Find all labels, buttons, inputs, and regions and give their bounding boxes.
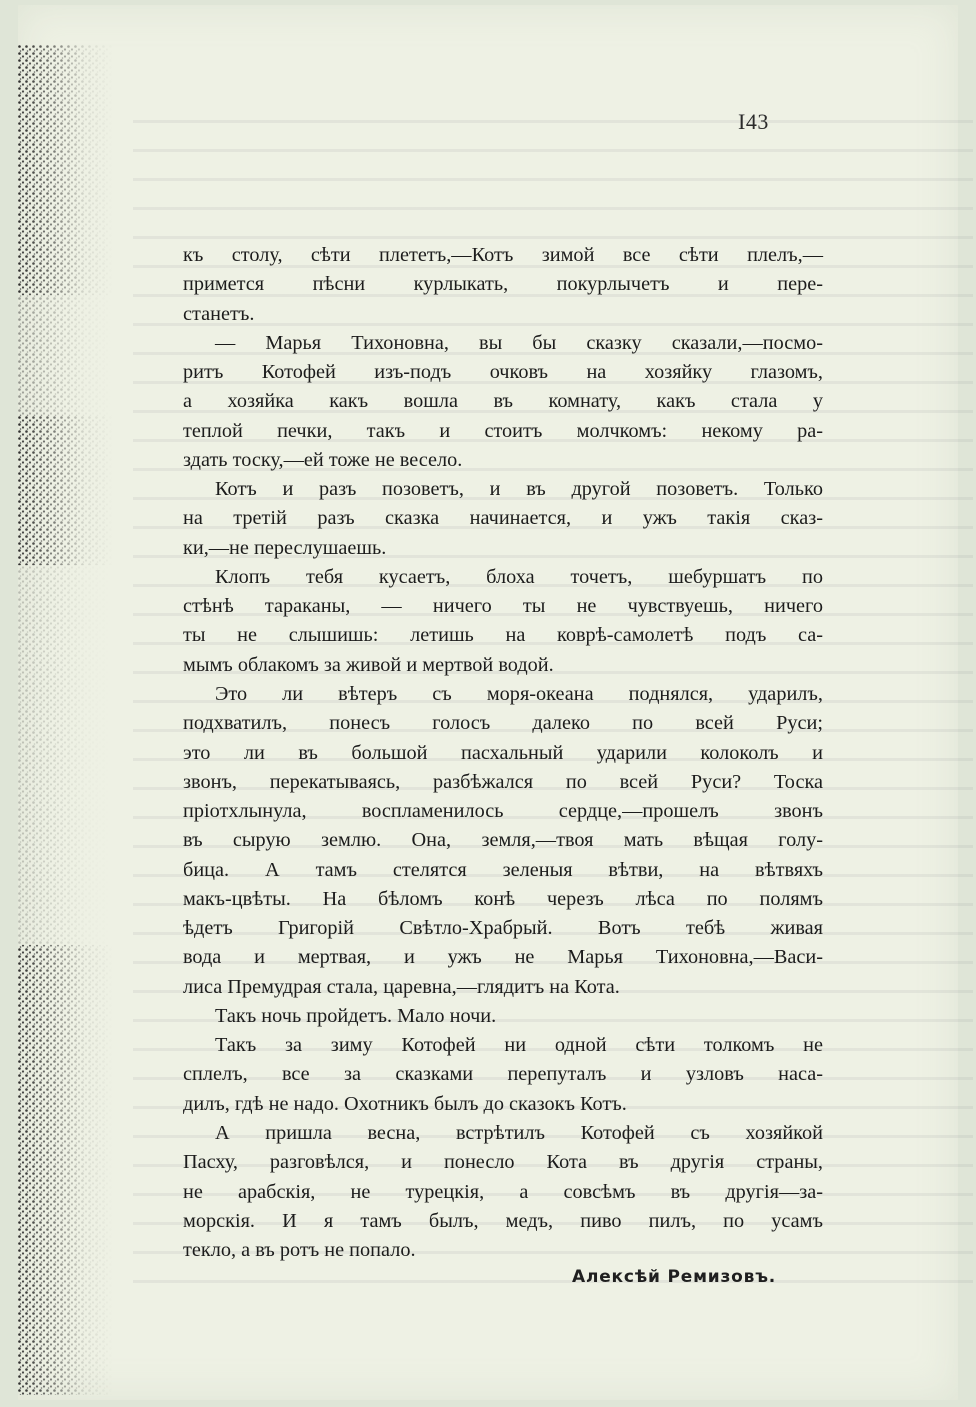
text-line: Котъ и разъ позоветъ, и въ другой позоветъ. Только: [215, 478, 823, 501]
text-line: сплелъ, все за сказками перепуталъ и узловъ наса-: [183, 1063, 823, 1086]
book-page: [18, 5, 958, 1400]
text-line: ты не слышишь: летишь на коврѣ-самолетѣ подъ са-: [183, 624, 823, 647]
text-line: въ сырую землю. Она, земля,—твоя мать вѣщая голу-: [183, 829, 823, 852]
text-line: ѣдетъ Григорій Свѣтло-Храбрый. Вотъ тебѣ живая: [183, 917, 823, 940]
text-line: — Марья Тихоновна, вы бы сказку сказали,—посмо-: [215, 331, 823, 354]
text-line: подхватилъ, понесъ голосъ далеко по всей Руси;: [183, 712, 823, 735]
text-line: звонъ, перекатываясь, разбѣжался по всей Руси? Тоска: [183, 770, 823, 793]
text-line: это ли въ большой пасхальный ударили колоколъ и: [183, 741, 823, 764]
text-line: здать тоску,—ей тоже не весело.: [183, 448, 463, 471]
text-line: пріотхлынула, воспламенилось сердце,—прошелъ звонъ: [183, 800, 823, 823]
text-line: Это ли вѣтеръ съ моря-океана поднялся, ударилъ,: [215, 682, 823, 705]
text-line: теплой печки, такъ и стоитъ молчкомъ: некому ра-: [183, 419, 823, 442]
text-line: бица. А тамъ стелятся зеленыя вѣтви, на вѣтвяхъ: [183, 858, 823, 881]
body-text: [183, 241, 823, 1265]
text-line: ки,—не переслушаешь.: [183, 536, 387, 559]
text-line: станетъ.: [183, 302, 255, 325]
text-line: Пасху, разговѣлся, и понесло Кота въ другія страны,: [183, 1151, 823, 1174]
text-line: макъ-цвѣты. На бѣломъ конѣ черезъ лѣса по полямъ: [183, 887, 823, 910]
text-line: на третій разъ сказка начинается, и ужъ такія сказ-: [183, 507, 823, 530]
text-line: дилъ, гдѣ не надо. Охотникъ былъ до сказокъ Котъ.: [183, 1092, 627, 1115]
text-line: не арабскія, не турецкія, а совсѣмъ въ другія—за-: [183, 1180, 823, 1203]
text-line: примется пѣсни курлыкать, покурлычетъ и пере-: [183, 273, 823, 296]
text-line: къ столу, сѣти плететъ,—Котъ зимой все сѣти плелъ,—: [183, 244, 823, 266]
text-line: текло, а въ ротъ не попало.: [183, 1239, 416, 1262]
text-line: А пришла весна, встрѣтилъ Котофей съ хозяйкой: [215, 1121, 823, 1144]
text-line: ритъ Котофей изъ-подъ очковъ на хозяйку глазомъ,: [183, 361, 823, 384]
text-line: стѣнѣ тараканы, — ничего ты не чувствуешь, ничего: [183, 595, 823, 618]
text-line: мымъ облакомъ за живой и мертвой водой.: [183, 653, 554, 676]
page-number: I43: [738, 109, 769, 134]
text-line: Такъ за зиму Котофей ни одной сѣти толкомъ не: [215, 1034, 823, 1057]
text-line: вода и мертвая, и ужъ не Марья Тихоновна,—Васи-: [183, 946, 823, 969]
text-line: Такъ ночь пройдетъ. Мало ночи.: [215, 1004, 497, 1027]
text-line: лиса Премудрая стала, царевна,—глядитъ на Кота.: [183, 975, 620, 998]
scan-speckle-edge: [18, 45, 113, 1395]
text-line: а хозяйка какъ вошла въ комнату, какъ стала у: [183, 390, 823, 413]
author-signature: Алексѣй Ремизовъ.: [572, 1267, 777, 1287]
text-line: Клопъ тебя кусаетъ, блоха точетъ, шебуршатъ по: [215, 565, 823, 588]
text-line: морскія. И я тамъ былъ, медъ, пиво пилъ, по усамъ: [183, 1209, 823, 1232]
